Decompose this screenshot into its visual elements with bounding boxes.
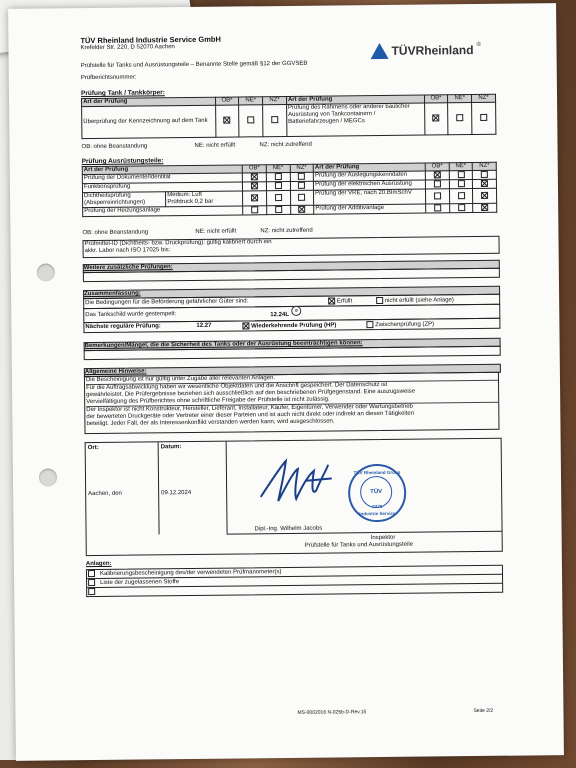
stamp-value: 12.24L bbox=[270, 311, 290, 319]
seal-center-text: TÜV bbox=[360, 476, 392, 508]
place-value: Aachen, den bbox=[88, 490, 122, 498]
col-nz-header-2: NZ* bbox=[472, 94, 496, 102]
eq-col-type-header-2: Art der Prüfung bbox=[313, 163, 425, 172]
note-line-2: Für die Auftragsabwicklung haben wir wesentliche Objektdaten und die Anschrift gespeichert. Der Datenschutz ist bbox=[86, 381, 388, 392]
document-sheet bbox=[8, 3, 564, 761]
checkbox-nz-additive[interactable] bbox=[481, 204, 488, 211]
notes-title: Allgemeine Hinweise: bbox=[84, 364, 501, 377]
checkbox-nz-function[interactable] bbox=[298, 182, 305, 189]
checkbox-ne-marking[interactable] bbox=[247, 117, 254, 124]
periodic-label: Wiederkehrende Prüfung (HP) bbox=[251, 322, 337, 330]
fulfilled-label: Erfüllt bbox=[336, 298, 353, 305]
pressure-label: Prüfdruck 0,2 bar bbox=[167, 198, 214, 206]
checkbox-ob-vre[interactable] bbox=[434, 192, 441, 199]
tank-row-marking: Überprüfung der Kennzeichnung auf dem Tank bbox=[82, 105, 216, 138]
checkbox-nz-electrical[interactable] bbox=[481, 180, 488, 187]
stamp-label: Das Tankschild wurde gestempelt: bbox=[85, 311, 177, 319]
medium-label: Medium: Luft bbox=[167, 192, 202, 199]
date-label: Datum: bbox=[160, 444, 182, 451]
intermediate-label: Zwischenprüfung (ZP) bbox=[375, 321, 435, 329]
attachments-box bbox=[86, 565, 503, 597]
inspector-name: Dipl.-Ing. Wilhelm Jacobs bbox=[254, 525, 323, 533]
checkbox-ob-electrical[interactable] bbox=[434, 180, 441, 187]
calibration-text: Prüfmittel-ID (Dichtheits- bzw. Druckprüfung): gültig kalibriert durch ein akkr. Labor nach ISO 17025 bis: bbox=[84, 239, 272, 255]
checkbox-ne-design[interactable] bbox=[457, 171, 464, 178]
next-test-label: Nächste reguläre Prüfung: bbox=[85, 323, 161, 331]
eq-row-vre: Prüfung der VRE, nach 20.BImSchV bbox=[314, 189, 426, 205]
remarks-title: Bemerkungen/Mängel, die die Sicherheit des Tanks oder der Ausrüstung beeinträchtigen können: bbox=[84, 338, 501, 351]
checkbox-ne-electrical[interactable] bbox=[457, 180, 464, 187]
company-name: TÜV Rheinland Industrie Service GmbH bbox=[80, 34, 221, 46]
signature-box bbox=[85, 438, 503, 556]
tank-legend-nz: NZ: nicht zutreffend bbox=[259, 141, 312, 149]
tank-legend-ne: NE: nicht erfüllt bbox=[194, 142, 236, 149]
eq-col-ob-2: OB* bbox=[425, 163, 449, 171]
brand-name: TÜVRheinland bbox=[391, 43, 474, 58]
eq-legend-ne: NE: nicht erfüllt bbox=[195, 228, 237, 235]
checkbox-attachment-3[interactable] bbox=[88, 588, 95, 595]
eq-row-additive: Prüfung der Additivanlage bbox=[314, 204, 426, 214]
seal-number: 0376 bbox=[372, 503, 383, 510]
not-fulfilled-label: nicht erfüllt (siehe Anlage) bbox=[384, 297, 454, 305]
checkbox-nz-heating[interactable] bbox=[298, 206, 305, 213]
punch-hole-bottom bbox=[39, 468, 57, 486]
checkbox-attachment-1[interactable] bbox=[88, 570, 95, 577]
checkbox-ob-frame[interactable] bbox=[433, 115, 440, 122]
tank-table bbox=[81, 94, 496, 139]
checkbox-ob-function[interactable] bbox=[251, 182, 258, 189]
col-nz-header: NZ* bbox=[263, 96, 287, 104]
col-ne-header-2: NE* bbox=[448, 95, 472, 103]
checkbox-nz-frame[interactable] bbox=[480, 114, 487, 121]
header-subtitle: Prüfstelle für Tanks und Ausrüstungsteile – Benannte Stelle gemäß §12 der GGVSEB bbox=[80, 60, 308, 70]
seal-top-text: TÜV Rheinland Group bbox=[353, 469, 401, 476]
equipment-section-title: Prüfung Ausrüstungsteile: bbox=[81, 157, 164, 166]
eq-legend-ob: OB: ohne Beanstandung bbox=[82, 229, 149, 237]
calibration-box bbox=[83, 236, 500, 258]
col-ne-header: NE* bbox=[239, 97, 263, 105]
report-number-label: Prüfberichtsnummer: bbox=[80, 74, 137, 82]
eq-legend-nz: NZ: nicht zutreffend bbox=[260, 227, 313, 235]
checkbox-periodic[interactable] bbox=[242, 322, 249, 329]
attachment-1: Kalibrierungsbescheinigung des/der verwendeten Prüfmanometer(s) bbox=[99, 569, 282, 578]
col-type-header: Art der Prüfung bbox=[82, 97, 216, 106]
eq-row-electrical: Prüfung der elektrischen Ausrüstung bbox=[314, 180, 426, 190]
triangle-logo-icon bbox=[370, 43, 388, 59]
attachments-title: Anlagen: bbox=[85, 560, 112, 568]
seal-bottom-text: Industrie Service bbox=[359, 510, 396, 517]
conditions-label: Die Bedingungen für die Beförderung gefährlicher Güter sind: bbox=[85, 298, 249, 307]
note-line-6: der bewerteten Druckgeräte oder Vertreter einer dieser Parteien und ist auch nicht direkt oder indirekt an diesen Tätigkeiten bbox=[86, 410, 415, 421]
note-line-7: beteiligt. Jeder Fall, der als Interessenkonflikt verstanden werden kann, wird ausgeschlossen. bbox=[86, 418, 335, 428]
tuv-seal bbox=[348, 464, 407, 523]
checkbox-ob-design[interactable] bbox=[434, 171, 441, 178]
tank-legend-ob: OB: ohne Beanstandung bbox=[81, 143, 148, 151]
note-line-4: Vervielfältigung des Prüfberichtes ohne schriftliche Freigabe der Prüfstelle ist nicht zulässig. bbox=[86, 395, 498, 407]
eq-row-function: Funktionsprüfung bbox=[82, 182, 242, 193]
inspector-department: Prüfstelle für Tanks und Ausrüstungsteile bbox=[304, 541, 414, 549]
note-line-1: Die Bescheinigung ist nur gültig unter Zugabe aller relevanten Anlagen. bbox=[86, 373, 498, 385]
tank-row-frame: Prüfung des Rahmens oder anderer baulicher Ausrüstung von Tankcontainern / Batteriefahrzeugen / MEGCs bbox=[286, 103, 424, 136]
eq-row-documents: Prüfung der Dokumente/Identität bbox=[82, 173, 242, 184]
eq-col-ob: OB* bbox=[242, 165, 266, 173]
company-address: Krefelder Str. 220, D 52070 Aachen bbox=[80, 44, 175, 52]
footer-code: MS-0002016 N-025b-D-Rev.15 bbox=[297, 709, 367, 716]
checkbox-ob-additive[interactable] bbox=[434, 205, 441, 212]
equipment-table bbox=[82, 162, 498, 218]
checkbox-ne-additive[interactable] bbox=[458, 204, 465, 211]
checkbox-not-fulfilled[interactable] bbox=[376, 297, 383, 304]
checkbox-nz-marking[interactable] bbox=[271, 117, 278, 124]
eq-col-nz-2: NZ* bbox=[473, 162, 497, 170]
tank-section-title: Prüfung Tank / Tankkörper: bbox=[80, 89, 165, 98]
checkbox-nz-documents[interactable] bbox=[298, 173, 305, 180]
checkbox-ne-vre[interactable] bbox=[458, 192, 465, 199]
checkbox-ne-leak[interactable] bbox=[275, 194, 282, 201]
checkbox-fulfilled[interactable] bbox=[328, 297, 335, 304]
checkbox-nz-vre[interactable] bbox=[481, 192, 488, 199]
col-ob-header: OB* bbox=[215, 97, 239, 105]
attachment-2: Liste der zugelassenen Stoffe bbox=[100, 579, 180, 587]
eq-row-heating: Prüfung der Heizungsanlage bbox=[83, 206, 243, 217]
checkbox-nz-leak[interactable] bbox=[298, 194, 305, 201]
inspector-role: Inspektor bbox=[370, 534, 396, 542]
checkbox-ne-documents[interactable] bbox=[274, 173, 281, 180]
checkbox-ob-leak[interactable] bbox=[251, 194, 258, 201]
footer-page: Seite 2/2 bbox=[473, 707, 494, 715]
further-tests-title: Weitere zusätzliche Prüfungen: bbox=[83, 260, 500, 273]
note-line-5: Der Inspektor ist nicht Konstrukteur, Hersteller, Lieferant, Installateur, Käufer, Eigentümer, Verwender oder Wartungsbetrieb bbox=[86, 403, 413, 414]
punch-hole-top bbox=[37, 263, 55, 281]
note-line-3: gewährleistet. Die Prüfergebnisse beziehen sich ausschließlich auf den beschriebenen Prüfgegenstand. Eine auszugsweise bbox=[86, 388, 416, 399]
date-value: 09.12.2024 bbox=[161, 489, 192, 497]
notes-box bbox=[84, 372, 500, 434]
eq-col-nz: NZ* bbox=[290, 164, 314, 172]
col-type-header-2: Art der Prüfung bbox=[286, 95, 424, 104]
checkbox-intermediate[interactable] bbox=[366, 321, 373, 328]
checkbox-ob-heating[interactable] bbox=[251, 206, 258, 213]
checkbox-ne-frame[interactable] bbox=[456, 115, 463, 122]
stamp-mark-icon: ⚙ bbox=[291, 306, 301, 316]
registered-mark: ® bbox=[476, 41, 481, 48]
place-label: Ort: bbox=[87, 444, 99, 452]
eq-col-ne-2: NE* bbox=[449, 163, 473, 171]
checkbox-nz-design[interactable] bbox=[481, 171, 488, 178]
checkbox-ne-function[interactable] bbox=[275, 182, 282, 189]
handwritten-signature bbox=[256, 450, 337, 511]
summary-title: Zusammenfassung: bbox=[83, 286, 500, 299]
next-test-value: 12.27 bbox=[196, 322, 212, 329]
eq-row-design: Prüfung der Auslegungskenndaten bbox=[313, 171, 425, 181]
eq-col-type-header: Art der Prüfung bbox=[82, 165, 242, 175]
checkbox-ob-documents[interactable] bbox=[251, 173, 258, 180]
eq-col-ne: NE* bbox=[266, 164, 290, 172]
eq-row-leak: Dichtheitsprüfung (Absperreinrichtungen) bbox=[83, 192, 166, 208]
checkbox-ne-heating[interactable] bbox=[275, 206, 282, 213]
tuv-logo bbox=[370, 42, 481, 59]
checkbox-attachment-2[interactable] bbox=[88, 579, 95, 586]
checkbox-ob-marking[interactable] bbox=[224, 117, 231, 124]
col-ob-header-2: OB* bbox=[424, 95, 448, 103]
